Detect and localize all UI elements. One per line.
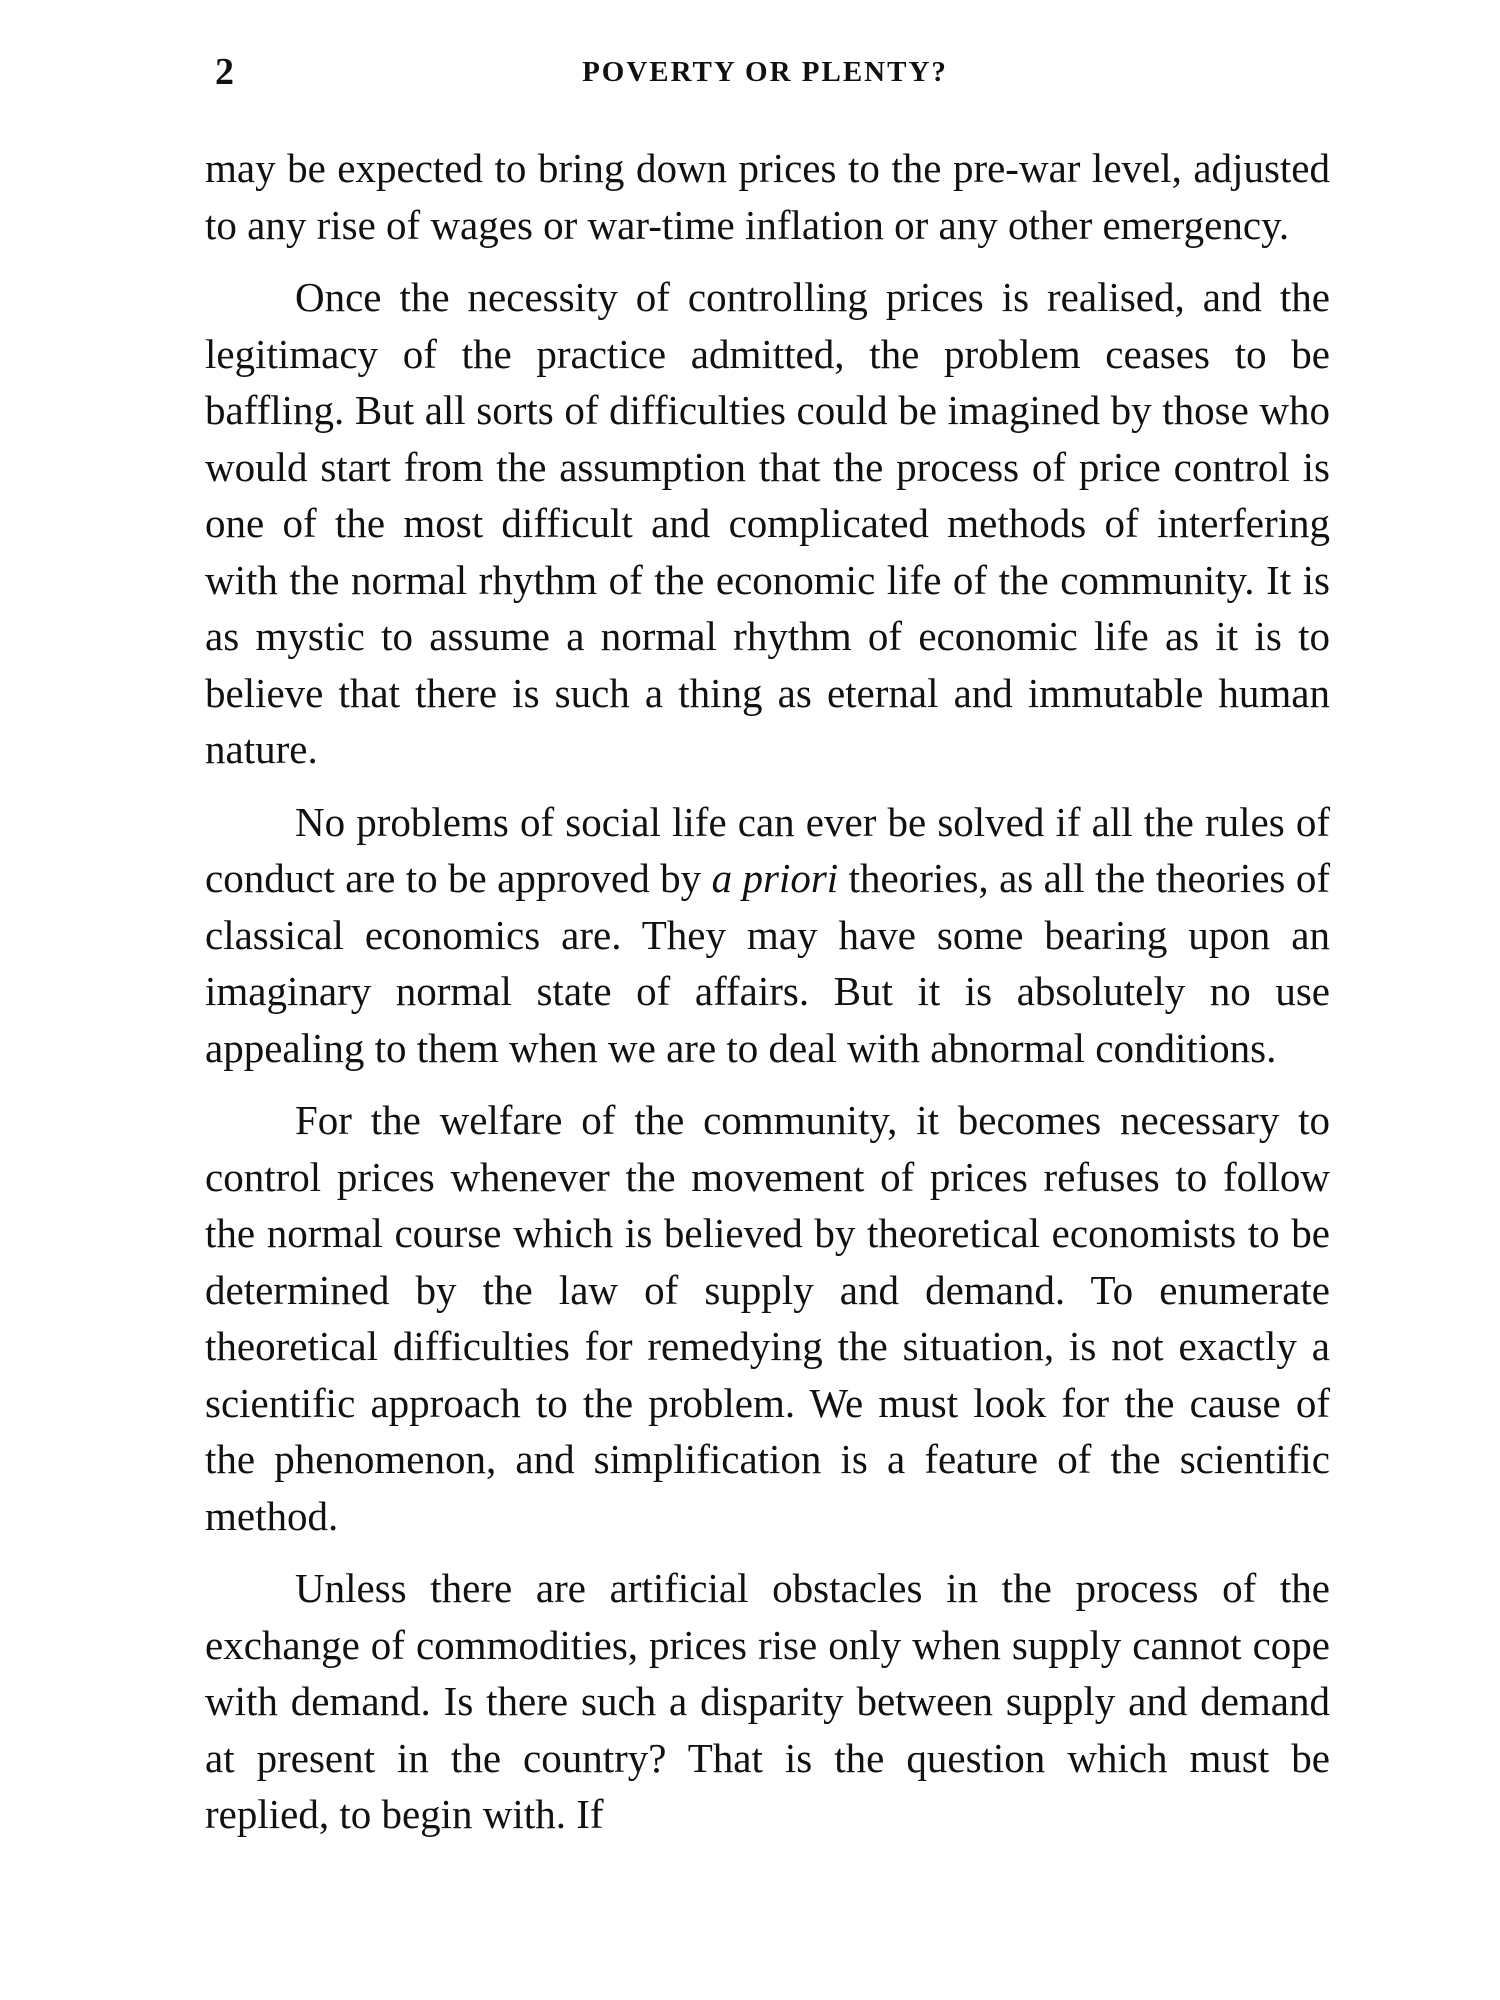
paragraph-3-text-after: theories, as all the theories of classical economics are. They may have some bearing upon an imaginary normal state of affairs. But it is absolutely no use appealing to them when we are to deal with abnormal conditions. bbox=[205, 855, 1330, 1071]
paragraph-1: may be expected to bring down prices to the pre-war level, adjusted to any rise of wages or war-time inflation or any other emergency. bbox=[205, 145, 1330, 248]
paragraph-4: For the welfare of the community, it becomes necessary to control prices whenever the movement of prices refuses to follow the normal course which is believed by theoretical economists to be determined by the law of supply and demand. To enumerate theoretical difficulties for remedying the situation, is not exactly a scientific approach to the problem. We must look for the cause of the phenomenon, and simplification is a feature of the scientific method. bbox=[205, 1097, 1330, 1539]
running-title: POVERTY OR PLENTY? bbox=[582, 56, 948, 88]
running-head bbox=[205, 50, 1325, 100]
paragraph-3 bbox=[205, 794, 1330, 1077]
page-number: 2 bbox=[215, 51, 234, 93]
paragraph-5: Unless there are artificial obstacles in the process of the exchange of commodities, prices rise only when supply cannot cope with demand. Is there such a disparity between supply and demand at present in the country? That is the question which must be replied, to begin with. If bbox=[205, 1565, 1330, 1837]
body-text bbox=[205, 140, 1330, 1859]
paragraph-3-text-before: No problems of social life can ever be solved if all the rules of conduct are to be approved by bbox=[205, 798, 1330, 901]
paragraph-2: Once the necessity of controlling prices is realised, and the legitimacy of the practice admitted, the problem ceases to be baffling. But all sorts of difficulties could be imagined by those who would start from the assumption that the process of price control is one of the most difficult and complicated methods of interfering with the normal rhythm of the economic life of the community. It is as mystic to assume a normal rhythm of economic life as it is to believe that there is such a thing as eternal and immutable human nature. bbox=[205, 274, 1330, 772]
paragraph-3-italic: a priori bbox=[711, 855, 839, 901]
